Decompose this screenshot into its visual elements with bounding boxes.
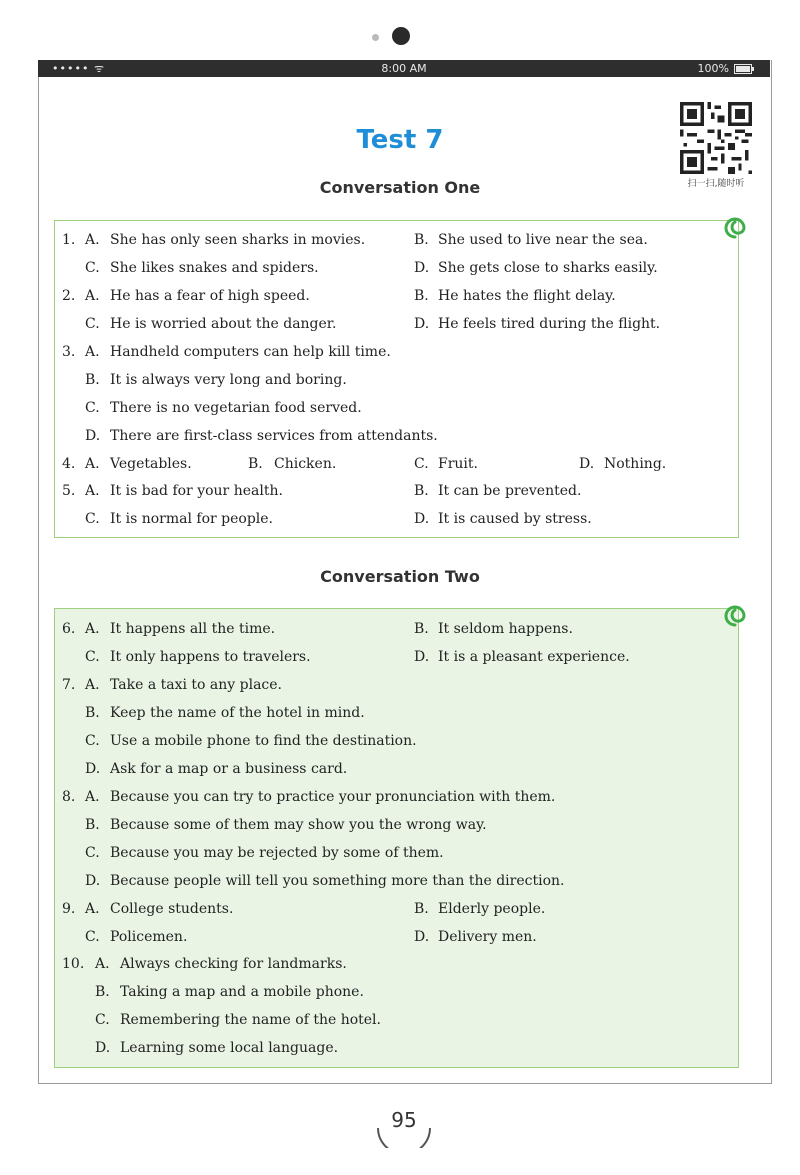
option-letter: A. xyxy=(85,677,100,693)
option-letter: A. xyxy=(85,456,100,472)
question-number: 6. xyxy=(62,621,76,637)
option-text: He feels tired during the flight. xyxy=(438,316,661,332)
option-text: She gets close to sharks easily. xyxy=(438,260,658,276)
option-text: There is no vegetarian food served. xyxy=(110,400,362,416)
option-letter: C. xyxy=(85,400,100,416)
status-time: 8:00 AM xyxy=(381,62,427,75)
option-letter: B. xyxy=(95,984,110,1000)
question-number: 2. xyxy=(62,288,76,304)
option-text: He is worried about the danger. xyxy=(110,316,337,332)
question-number: 9. xyxy=(62,901,76,917)
option-text: College students. xyxy=(110,901,234,917)
option-letter: C. xyxy=(85,929,100,945)
option-letter: B. xyxy=(414,483,429,499)
option-letter: C. xyxy=(85,511,100,527)
question-number: 7. xyxy=(62,677,76,693)
option-text: Policemen. xyxy=(110,929,188,945)
option-text: Delivery men. xyxy=(438,929,537,945)
option-letter: C. xyxy=(85,260,100,276)
front-sensor xyxy=(372,34,379,41)
option-text: Use a mobile phone to find the destination. xyxy=(110,733,417,749)
question-number: 8. xyxy=(62,789,76,805)
conversation-two-title: Conversation Two xyxy=(320,567,480,586)
option-text: Chicken. xyxy=(274,456,337,472)
option-text: Because some of them may show you the wrong way. xyxy=(110,817,487,833)
option-text: Remembering the name of the hotel. xyxy=(120,1012,381,1028)
option-letter: D. xyxy=(85,428,101,444)
option-text: It is normal for people. xyxy=(110,511,274,527)
option-text: Handheld computers can help kill time. xyxy=(110,344,391,360)
option-text: Vegetables. xyxy=(110,456,192,472)
option-letter: B. xyxy=(85,705,100,721)
option-letter: C. xyxy=(85,649,100,665)
option-letter: A. xyxy=(85,232,100,248)
option-letter: B. xyxy=(85,817,100,833)
page-number: 95 xyxy=(391,1108,417,1132)
option-letter: C. xyxy=(85,733,100,749)
option-letter: A. xyxy=(85,621,100,637)
battery-percent: 100% xyxy=(697,62,729,75)
option-text: Learning some local language. xyxy=(120,1040,339,1056)
option-letter: D. xyxy=(414,929,430,945)
battery-indicator xyxy=(698,62,752,75)
qr-caption: 扫一扫,随时听 xyxy=(687,179,745,189)
option-letter: C. xyxy=(85,845,100,861)
option-text: He hates the flight delay. xyxy=(438,288,616,304)
option-letter: B. xyxy=(414,288,429,304)
signal-wifi-icon: ••••• ᯤ xyxy=(52,62,105,75)
audio-swirl-icon[interactable] xyxy=(722,215,748,241)
option-text: She likes snakes and spiders. xyxy=(110,260,319,276)
status-bar xyxy=(38,60,770,77)
option-letter: A. xyxy=(95,956,110,972)
battery-icon xyxy=(734,64,752,74)
option-text: Because people will tell you something more than the direction. xyxy=(110,873,565,889)
option-letter: D. xyxy=(414,649,430,665)
option-letter: A. xyxy=(85,483,100,499)
page-number-badge xyxy=(370,1098,438,1148)
option-text: It only happens to travelers. xyxy=(110,649,311,665)
option-text: It seldom happens. xyxy=(438,621,573,637)
option-letter: D. xyxy=(579,456,595,472)
option-text: Elderly people. xyxy=(438,901,546,917)
option-text: It is a pleasant experience. xyxy=(438,649,630,665)
option-text: He has a fear of high speed. xyxy=(110,288,310,304)
option-letter: B. xyxy=(414,232,429,248)
option-letter: D. xyxy=(414,260,430,276)
option-letter: B. xyxy=(85,372,100,388)
option-letter: C. xyxy=(95,1012,110,1028)
option-letter: B. xyxy=(414,901,429,917)
option-text: Keep the name of the hotel in mind. xyxy=(110,705,365,721)
option-text: It is bad for your health. xyxy=(110,483,283,499)
battery-fill xyxy=(736,66,750,72)
option-text: It is always very long and boring. xyxy=(110,372,347,388)
option-text: Because you can try to practice your pronunciation with them. xyxy=(110,789,556,805)
option-letter: D. xyxy=(414,511,430,527)
option-letter: D. xyxy=(85,761,101,777)
question-number: 5. xyxy=(62,483,76,499)
option-text: Because you may be rejected by some of them. xyxy=(110,845,444,861)
option-text: She has only seen sharks in movies. xyxy=(110,232,366,248)
option-text: There are first-class services from attendants. xyxy=(110,428,438,444)
option-text: It happens all the time. xyxy=(110,621,276,637)
option-letter: D. xyxy=(414,316,430,332)
option-text: She used to live near the sea. xyxy=(438,232,648,248)
option-letter: A. xyxy=(85,901,100,917)
option-letter: D. xyxy=(95,1040,111,1056)
option-text: Take a taxi to any place. xyxy=(110,677,282,693)
option-text: It is caused by stress. xyxy=(438,511,592,527)
front-camera xyxy=(392,27,410,45)
page-title: Test 7 xyxy=(356,125,444,155)
option-letter: B. xyxy=(248,456,263,472)
option-letter: B. xyxy=(414,621,429,637)
option-text: Always checking for landmarks. xyxy=(120,956,347,972)
question-number: 3. xyxy=(62,344,76,360)
qr-code-icon[interactable] xyxy=(680,102,752,174)
option-letter: C. xyxy=(85,316,100,332)
conversation-one-title: Conversation One xyxy=(319,178,481,197)
option-letter: C. xyxy=(414,456,429,472)
option-text: It can be prevented. xyxy=(438,483,582,499)
option-text: Fruit. xyxy=(438,456,478,472)
question-number: 10. xyxy=(62,956,85,972)
audio-swirl-icon[interactable] xyxy=(722,603,748,629)
option-letter: D. xyxy=(85,873,101,889)
option-letter: A. xyxy=(85,344,100,360)
option-letter: A. xyxy=(85,288,100,304)
option-text: Nothing. xyxy=(604,456,667,472)
option-letter: A. xyxy=(85,789,100,805)
option-text: Ask for a map or a business card. xyxy=(110,761,348,777)
question-number: 4. xyxy=(62,456,76,472)
question-number: 1. xyxy=(62,232,76,248)
option-text: Taking a map and a mobile phone. xyxy=(120,984,364,1000)
